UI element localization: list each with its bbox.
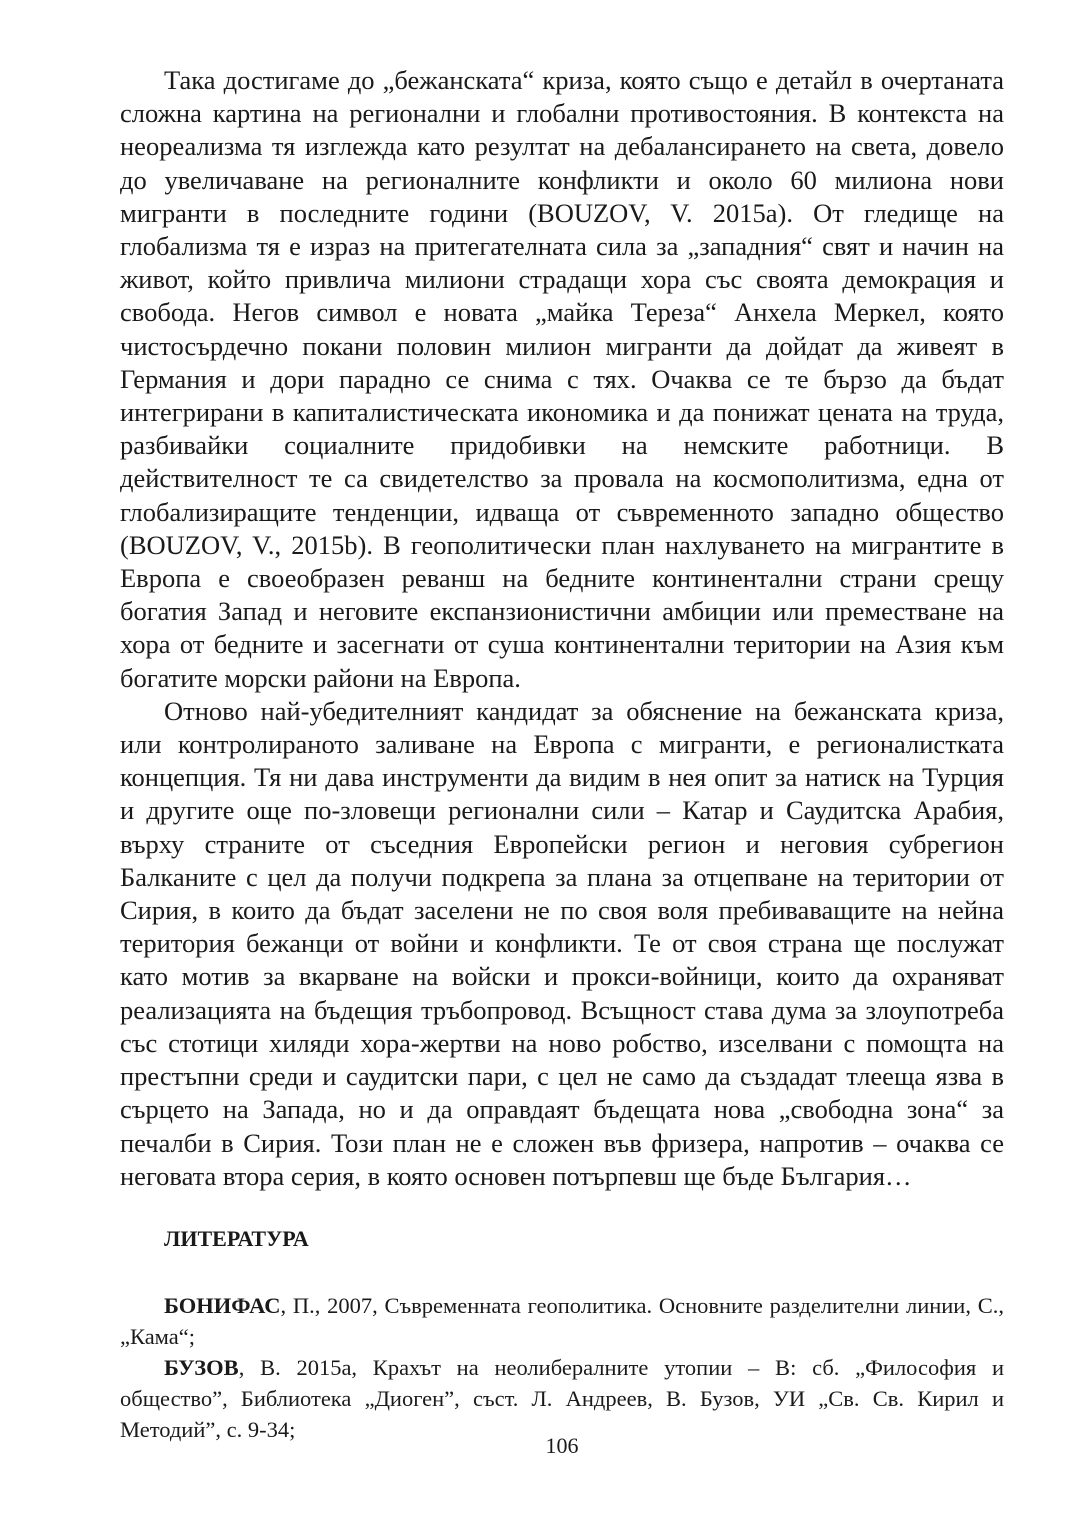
paragraph-refugee-crisis: Така достигаме до „бежанската“ криза, която също е детайл в очертаната сложна картина на регионални и глобални противостояния. В контекста на неореализма тя изглежда като резултат на дебалансирането на света, довело до увеличаване на регионалните конфликти и около 60 милиона нови мигранти в последните години (BOUZOV, V. 2015a). От гледище на глобализма тя е израз на притегателната сила за „западния“ свят и начин на живот, който привлича милиони страдащи хора със своята демокрация и свобода. Негов символ е новата „майка Тереза“ Анхела Меркел, която чистосърдечно покани половин милион мигранти да дойдат да живеят в Германия и дори парадно се снима с тях. Очаква се те бързо да бъдат интегрирани в капиталистическата икономика и да понижат цената на труда, разбивайки социалните придобивки на немските работници. В действителност те са свидетелство за провала на космополитизма, една от глобализиращите тенденции, идваща от съвременното западно общество (BOUZOV, V., 2015b). В геополитически план нахлуването на мигрантите в Европа е своеобразен реванш на бедните континентални страни срещу богатия Запад и неговите експанзионистични амбиции или преместване на хора от бедните и засегнати от суша континентални територии на Азия към богатите морски райони на Европа. <box>120 65 1004 693</box>
literature-heading: ЛИТЕРАТУРА <box>164 1226 309 1251</box>
body-text <box>120 64 1004 1193</box>
page-number: 106 <box>545 1433 579 1458</box>
reference-item <box>120 1290 1004 1352</box>
document-page <box>120 0 1004 1530</box>
reference-list <box>120 1290 1004 1445</box>
reference-details: , В. 2015а, Крахът на неолибералните утопии – В: сб. „Философия и общество”, Библиотека „Диоген”, съст. Л. Андреев, В. Бузов, УИ „Св. Св. Кирил и Методий”, с. 9-34; <box>120 1355 1004 1442</box>
reference-details: , П., 2007, Съвременната геополитика. Основните разделителни линии, С., „Кама“; <box>120 1293 1004 1349</box>
paragraph-regionalist-concept: Отново най-убедителният кандидат за обяснение на бежанската криза, или контролираното заливане на Европа с мигранти, е регионалистката концепция. Тя ни дава инструменти да видим в нея опит за натиск на Турция и другите още по-зловещи регионални сили – Катар и Саудитска Арабия, върху страните от съседния Европейски регион и неговия субрегион Балканите с цел да получи подкрепа за плана за отцепване на територии от Сирия, в които да бъдат заселени не по своя воля пребиваващите на нейна територия бежанци от войни и конфликти. Те от своя страна ще послужат като мотив за вкарване на войски и прокси-войници, които да охраняват реализацията на бъдещия тръбопровод. Всъщност става дума за злоупотреба със стотици хиляди хора-жертви на ново робство, изселвани с помощта на престъпни среди и саудитски пари, с цел не само да създадат тлееща язва в сърцето на Запада, но и да оправдаят бъдещата нова „свободна зона“ за печалби в Сирия. Този план не е сложен във фризера, напротив – очаква се неговата втора серия, в която основен потърпевш ще бъде България… <box>120 695 1004 1191</box>
reference-author: БУЗОВ <box>164 1355 239 1380</box>
reference-author: БОНИФАС <box>164 1293 281 1318</box>
